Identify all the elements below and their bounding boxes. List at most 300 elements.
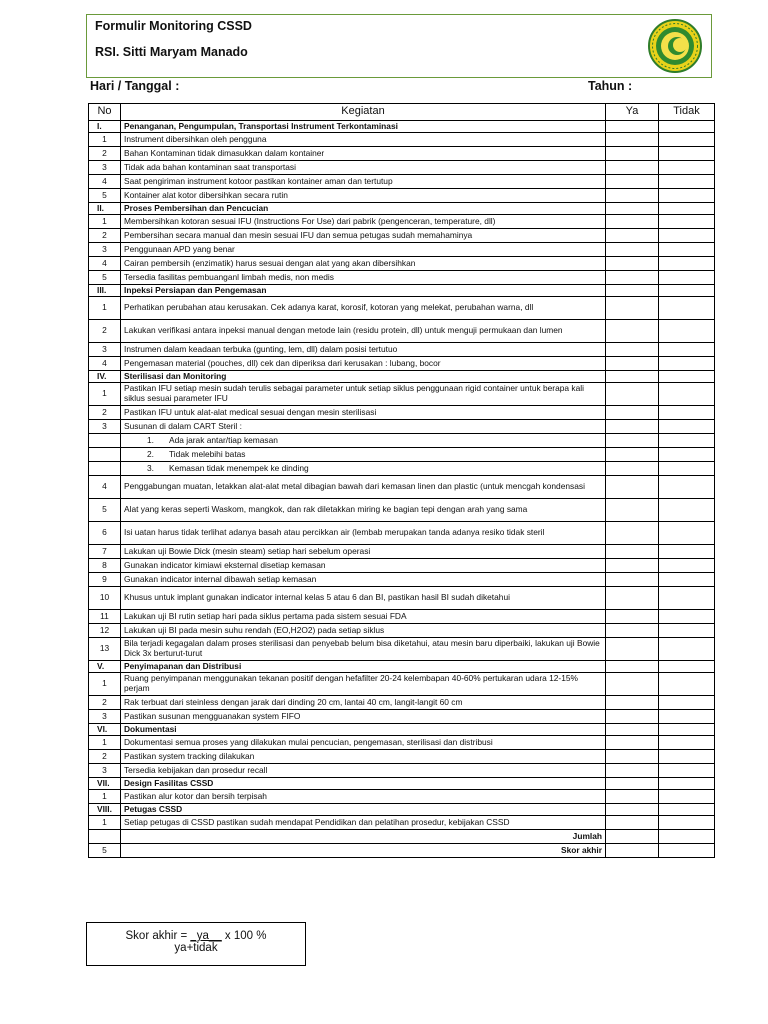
table-row <box>89 750 715 764</box>
item-number: 8 <box>89 559 121 573</box>
section-row <box>89 724 715 736</box>
jumlah-row <box>89 830 715 844</box>
table-row <box>89 573 715 587</box>
item-text: Pastikan system tracking dilakukan <box>124 750 255 761</box>
item-kegiatan <box>121 545 606 559</box>
item-kegiatan <box>121 147 606 161</box>
tidak-checkbox-cell[interactable] <box>659 587 715 610</box>
item-number: 1 <box>89 790 121 804</box>
header-no: No <box>89 104 121 121</box>
table-row <box>89 420 715 434</box>
score-numerator: _ya__ <box>190 930 222 942</box>
item-kegiatan <box>121 638 606 661</box>
table-row <box>89 559 715 573</box>
table-row <box>89 243 715 257</box>
jumlah-no <box>89 830 121 844</box>
table-row <box>89 343 715 357</box>
table-row <box>89 434 715 448</box>
tidak-checkbox-cell[interactable] <box>659 320 715 343</box>
item-kegiatan <box>121 215 606 229</box>
item-kegiatan <box>121 229 606 243</box>
item-kegiatan <box>121 189 606 203</box>
table-row <box>89 624 715 638</box>
item-kegiatan <box>121 476 606 499</box>
item-kegiatan <box>121 610 606 624</box>
item-text: Rak terbuat dari steinless dengan jarak dari dinding 20 cm, lantai 40 cm, langit-langit 60 cm <box>124 696 463 707</box>
score-formula <box>87 930 305 942</box>
table-row <box>89 383 715 406</box>
item-number: 11 <box>89 610 121 624</box>
item-kegiatan <box>121 420 606 434</box>
tidak-checkbox-cell[interactable] <box>659 764 715 778</box>
ya-checkbox-cell[interactable] <box>606 559 659 573</box>
table-row <box>89 161 715 175</box>
item-kegiatan <box>121 462 606 476</box>
item-kegiatan <box>121 320 606 343</box>
item-kegiatan <box>121 559 606 573</box>
section-number: II. <box>89 203 121 215</box>
table-row <box>89 215 715 229</box>
item-text: Instrument dibersihkan oleh pengguna <box>124 133 267 144</box>
item-number: 2 <box>89 750 121 764</box>
item-number: 2 <box>89 696 121 710</box>
section-tidak-cell <box>659 804 715 816</box>
item-number: 7 <box>89 545 121 559</box>
tidak-checkbox-cell[interactable] <box>659 610 715 624</box>
item-text: Dokumentasi semua proses yang dilakukan mulai pencucian, pengemasan, sterilisasi dan distribusi <box>124 736 493 747</box>
item-text: Alat yang keras seperti Waskom, mangkok, dan rak diletakkan miring ke bagian tepi dengan arah yang sama <box>124 504 528 515</box>
section-number: V. <box>89 661 121 673</box>
item-text: Instrumen dalam keadaan terbuka (gunting, lem, dll) dalam posisi tertutuo <box>124 343 398 354</box>
item-text: Susunan di dalam CART Steril : <box>124 420 242 431</box>
tidak-checkbox-cell[interactable] <box>659 161 715 175</box>
ya-checkbox-cell[interactable] <box>606 624 659 638</box>
section-tidak-cell <box>659 371 715 383</box>
item-text: Pastikan alur kotor dan bersih terpisah <box>124 790 267 801</box>
sub-item-number: 3. <box>147 462 154 473</box>
section-number: VIII. <box>89 804 121 816</box>
ya-checkbox-cell[interactable] <box>606 673 659 696</box>
tidak-checkbox-cell[interactable] <box>659 420 715 434</box>
item-number: 1 <box>89 215 121 229</box>
section-tidak-cell <box>659 203 715 215</box>
table-row <box>89 133 715 147</box>
table-row <box>89 638 715 661</box>
score-prefix: Skor akhir = <box>125 930 191 942</box>
ya-checkbox-cell[interactable] <box>606 189 659 203</box>
item-number <box>89 434 121 448</box>
ya-checkbox-cell[interactable] <box>606 420 659 434</box>
item-number: 9 <box>89 573 121 587</box>
item-text: Setiap petugas di CSSD pastikan sudah mendapat Pendidikan dan pelatihan prosedur, kebijakan CSSD <box>124 816 510 827</box>
item-number: 5 <box>89 271 121 285</box>
item-number: 3 <box>89 343 121 357</box>
tidak-checkbox-cell[interactable] <box>659 434 715 448</box>
table-row <box>89 736 715 750</box>
table-row <box>89 816 715 830</box>
item-number: 3 <box>89 764 121 778</box>
item-text: Gunakan indicator kimiawi eksternal disetiap kemasan <box>124 559 326 570</box>
table-row <box>89 357 715 371</box>
table-row <box>89 257 715 271</box>
table-row <box>89 406 715 420</box>
skor-ya-cell[interactable] <box>606 844 659 858</box>
ya-checkbox-cell[interactable] <box>606 764 659 778</box>
item-kegiatan <box>121 587 606 610</box>
item-text: Bahan Kontaminan tidak dimasukkan dalam kontainer <box>124 147 325 158</box>
tidak-checkbox-cell[interactable] <box>659 624 715 638</box>
item-number <box>89 448 121 462</box>
item-kegiatan <box>121 161 606 175</box>
item-number: 1 <box>89 816 121 830</box>
tidak-checkbox-cell[interactable] <box>659 750 715 764</box>
item-kegiatan <box>121 271 606 285</box>
item-number: 1 <box>89 383 121 406</box>
item-kegiatan <box>121 343 606 357</box>
item-text: Khusus untuk implant gunakan indicator internal kelas 5 atau 6 dan BI, pastikan hasil BI sudah diketahui <box>124 592 510 603</box>
ya-checkbox-cell[interactable] <box>606 175 659 189</box>
item-number: 1 <box>89 736 121 750</box>
tidak-checkbox-cell[interactable] <box>659 638 715 661</box>
table-row <box>89 790 715 804</box>
section-row <box>89 804 715 816</box>
ya-checkbox-cell[interactable] <box>606 448 659 462</box>
header-kegiatan: Kegiatan <box>121 104 606 121</box>
item-text: Lakukan uji Bowie Dick (mesin steam) setiap hari sebelum operasi <box>124 545 371 556</box>
tidak-checkbox-cell[interactable] <box>659 499 715 522</box>
item-number: 10 <box>89 587 121 610</box>
table-row <box>89 545 715 559</box>
ya-checkbox-cell[interactable] <box>606 243 659 257</box>
ya-checkbox-cell[interactable] <box>606 710 659 724</box>
table-row <box>89 673 715 696</box>
header-ya: Ya <box>606 104 659 121</box>
section-number: VI. <box>89 724 121 736</box>
ya-checkbox-cell[interactable] <box>606 320 659 343</box>
section-row <box>89 203 715 215</box>
item-number: 5 <box>89 189 121 203</box>
item-kegiatan <box>121 673 606 696</box>
item-number: 2 <box>89 406 121 420</box>
section-ya-cell <box>606 661 659 673</box>
ya-checkbox-cell[interactable] <box>606 610 659 624</box>
tidak-checkbox-cell[interactable] <box>659 243 715 257</box>
table-row <box>89 147 715 161</box>
item-kegiatan <box>121 383 606 406</box>
item-number: 4 <box>89 476 121 499</box>
item-number: 3 <box>89 243 121 257</box>
item-kegiatan <box>121 406 606 420</box>
item-text: Lakukan verifikasi antara inpeksi manual dengan metode lain (residu protein, dll) untuk menguji permukaan dan lumen <box>124 325 563 336</box>
table-row <box>89 476 715 499</box>
tidak-checkbox-cell[interactable] <box>659 448 715 462</box>
item-text: Membersihkan kotoran sesuai IFU (Instructions For Use) dari pabrik (pengenceran, temperature, dll) <box>124 215 496 226</box>
table-row <box>89 587 715 610</box>
section-row <box>89 661 715 673</box>
item-number: 3 <box>89 420 121 434</box>
item-kegiatan <box>121 710 606 724</box>
tidak-checkbox-cell[interactable] <box>659 297 715 320</box>
tidak-checkbox-cell[interactable] <box>659 229 715 243</box>
ya-checkbox-cell[interactable] <box>606 406 659 420</box>
section-tidak-cell <box>659 661 715 673</box>
sub-item-number: 1. <box>147 434 154 445</box>
item-kegiatan <box>121 257 606 271</box>
section-title: Penyimapanan dan Distribusi <box>121 661 606 673</box>
ya-checkbox-cell[interactable] <box>606 790 659 804</box>
item-kegiatan <box>121 522 606 545</box>
item-number: 3 <box>89 161 121 175</box>
ya-checkbox-cell[interactable] <box>606 638 659 661</box>
ya-checkbox-cell[interactable] <box>606 383 659 406</box>
tidak-checkbox-cell[interactable] <box>659 545 715 559</box>
ya-checkbox-cell[interactable] <box>606 271 659 285</box>
section-ya-cell <box>606 778 659 790</box>
item-text: Kemasan tidak menempek ke dinding <box>169 462 309 473</box>
item-text: Pastikan susunan mengguanakan system FIFO <box>124 710 301 721</box>
ya-checkbox-cell[interactable] <box>606 257 659 271</box>
table-row <box>89 189 715 203</box>
section-title: Design Fasilitas CSSD <box>121 778 606 790</box>
ya-checkbox-cell[interactable] <box>606 147 659 161</box>
jumlah-tidak-cell[interactable] <box>659 830 715 844</box>
table-row <box>89 696 715 710</box>
item-text: Ada jarak antar/tiap kemasan <box>169 434 278 445</box>
tidak-checkbox-cell[interactable] <box>659 257 715 271</box>
tidak-checkbox-cell[interactable] <box>659 175 715 189</box>
table-header-row <box>89 104 715 121</box>
section-number: IV. <box>89 371 121 383</box>
item-kegiatan <box>121 133 606 147</box>
score-suffix: x 100 % <box>221 930 267 942</box>
item-number <box>89 462 121 476</box>
tidak-checkbox-cell[interactable] <box>659 573 715 587</box>
section-title: Penanganan, Pengumpulan, Transportasi Instrument Terkontaminasi <box>121 121 606 133</box>
item-kegiatan <box>121 434 606 448</box>
section-row <box>89 778 715 790</box>
section-ya-cell <box>606 371 659 383</box>
ya-checkbox-cell[interactable] <box>606 462 659 476</box>
ya-checkbox-cell[interactable] <box>606 816 659 830</box>
ya-checkbox-cell[interactable] <box>606 297 659 320</box>
section-number: III. <box>89 285 121 297</box>
header-tidak: Tidak <box>659 104 715 121</box>
ya-checkbox-cell[interactable] <box>606 750 659 764</box>
tidak-checkbox-cell[interactable] <box>659 816 715 830</box>
table-row <box>89 764 715 778</box>
ya-checkbox-cell[interactable] <box>606 573 659 587</box>
section-title: Proses Pembersihan dan Pencucian <box>121 203 606 215</box>
item-text: Cairan pembersih (enzimatik) harus sesuai dengan alat yang akan dibersihkan <box>124 257 416 268</box>
table-row <box>89 710 715 724</box>
item-text: Penggunaan APD yang benar <box>124 243 235 254</box>
section-row <box>89 371 715 383</box>
section-row <box>89 121 715 133</box>
tidak-checkbox-cell[interactable] <box>659 383 715 406</box>
item-kegiatan <box>121 297 606 320</box>
tidak-checkbox-cell[interactable] <box>659 343 715 357</box>
skor-label: Skor akhir <box>121 844 606 858</box>
item-kegiatan <box>121 499 606 522</box>
date-label: Hari / Tanggal : <box>90 79 180 93</box>
table-row <box>89 610 715 624</box>
item-number: 1 <box>89 133 121 147</box>
item-number: 1 <box>89 673 121 696</box>
section-title: Inpeksi Persiapan dan Pengemasan <box>121 285 606 297</box>
skor-tidak-cell[interactable] <box>659 844 715 858</box>
ya-checkbox-cell[interactable] <box>606 229 659 243</box>
jumlah-ya-cell[interactable] <box>606 830 659 844</box>
item-text: Penggabungan muatan, letakkan alat-alat metal dibagian bawah dari kemasan linen dan plastic (untuk mencgah kondensasi <box>124 481 585 492</box>
tidak-checkbox-cell[interactable] <box>659 696 715 710</box>
item-number: 6 <box>89 522 121 545</box>
ya-checkbox-cell[interactable] <box>606 476 659 499</box>
section-ya-cell <box>606 285 659 297</box>
section-title: Sterilisasi dan Monitoring <box>121 371 606 383</box>
sub-item-number: 2. <box>147 448 154 459</box>
item-number: 4 <box>89 175 121 189</box>
skor-row <box>89 844 715 858</box>
tidak-checkbox-cell[interactable] <box>659 147 715 161</box>
item-text: Pastikan IFU untuk alat-alat medical sesuai dengan mesin sterilisasi <box>124 406 377 417</box>
skor-no: 5 <box>89 844 121 858</box>
item-number: 3 <box>89 710 121 724</box>
table-row <box>89 499 715 522</box>
ya-checkbox-cell[interactable] <box>606 696 659 710</box>
tidak-checkbox-cell[interactable] <box>659 673 715 696</box>
item-number: 4 <box>89 257 121 271</box>
tidak-checkbox-cell[interactable] <box>659 790 715 804</box>
item-number: 12 <box>89 624 121 638</box>
jumlah-label: Jumlah <box>121 830 606 844</box>
ya-checkbox-cell[interactable] <box>606 522 659 545</box>
item-number: 1 <box>89 297 121 320</box>
item-text: Perhatikan perubahan atau kerusakan. Cek adanya karat, korosif, kotoran yang melekat, perubahan warna, dll <box>124 302 534 313</box>
hospital-name: RSI. Sitti Maryam Manado <box>95 45 248 59</box>
section-ya-cell <box>606 121 659 133</box>
section-tidak-cell <box>659 121 715 133</box>
item-kegiatan <box>121 816 606 830</box>
table-row <box>89 320 715 343</box>
tidak-checkbox-cell[interactable] <box>659 215 715 229</box>
item-kegiatan <box>121 573 606 587</box>
tidak-checkbox-cell[interactable] <box>659 522 715 545</box>
ya-checkbox-cell[interactable] <box>606 587 659 610</box>
item-kegiatan <box>121 357 606 371</box>
section-number: I. <box>89 121 121 133</box>
item-text: Pembersihan secara manual dan mesin sesuai IFU dan semua petugas sudah memahaminya <box>124 229 473 240</box>
tidak-checkbox-cell[interactable] <box>659 462 715 476</box>
item-number: 2 <box>89 320 121 343</box>
item-text: Ruang penyimpanan menggunakan tekanan positif dengan hefafilter 20-24 kelembapan 40-60% pertukaran udara 12-15% perjam <box>124 673 578 693</box>
ya-checkbox-cell[interactable] <box>606 545 659 559</box>
header-box <box>86 14 712 78</box>
section-ya-cell <box>606 804 659 816</box>
section-tidak-cell <box>659 285 715 297</box>
section-ya-cell <box>606 724 659 736</box>
item-text: Isi uatan harus tidak terlihat adanya basah atau percikkan air (lembab merupakan tanda adanya resiko tidak steril <box>124 527 545 538</box>
item-text: Tersedia kebijakan dan prosedur recall <box>124 764 268 775</box>
item-kegiatan <box>121 696 606 710</box>
item-kegiatan <box>121 448 606 462</box>
item-text: Bila terjadi kegagalan dalam proses sterilisasi dan penyebab belum bisa diketahui, atau mesin baru diperbaiki, lakukan uji Bowie Dick 3x berturut-turut <box>124 638 600 658</box>
tidak-checkbox-cell[interactable] <box>659 710 715 724</box>
item-number: 2 <box>89 147 121 161</box>
item-text: Tidak ada bahan kontaminan saat transportasi <box>124 161 296 172</box>
ya-checkbox-cell[interactable] <box>606 343 659 357</box>
tidak-checkbox-cell[interactable] <box>659 189 715 203</box>
item-kegiatan <box>121 243 606 257</box>
year-label: Tahun : <box>588 79 633 93</box>
tidak-checkbox-cell[interactable] <box>659 476 715 499</box>
section-tidak-cell <box>659 778 715 790</box>
section-tidak-cell <box>659 724 715 736</box>
section-number: VII. <box>89 778 121 790</box>
item-number: 2 <box>89 229 121 243</box>
section-title: Dokumentasi <box>121 724 606 736</box>
item-number: 13 <box>89 638 121 661</box>
table-body <box>89 121 715 830</box>
item-kegiatan <box>121 624 606 638</box>
item-kegiatan <box>121 175 606 189</box>
section-ya-cell <box>606 203 659 215</box>
item-number: 5 <box>89 499 121 522</box>
item-text: Pengemasan material (pouches, dll) cek dan diperiksa dari kerusakan : lubang, bocor <box>124 357 441 368</box>
item-kegiatan <box>121 736 606 750</box>
item-kegiatan <box>121 750 606 764</box>
item-text: Kontainer alat kotor dibersihkan secara rutin <box>124 189 288 200</box>
score-denominator: ya+tidak <box>174 942 218 954</box>
tidak-checkbox-cell[interactable] <box>659 406 715 420</box>
item-text: Tidak melebihi batas <box>169 448 246 459</box>
section-title: Petugas CSSD <box>121 804 606 816</box>
tidak-checkbox-cell[interactable] <box>659 559 715 573</box>
table-row <box>89 229 715 243</box>
ya-checkbox-cell[interactable] <box>606 133 659 147</box>
section-row <box>89 285 715 297</box>
monitoring-table <box>88 103 715 858</box>
table-row <box>89 462 715 476</box>
item-number: 4 <box>89 357 121 371</box>
item-text: Lakukan uji BI rutin setiap hari pada siklus pertama pada sistem sesuai FDA <box>124 610 407 621</box>
ya-checkbox-cell[interactable] <box>606 434 659 448</box>
table-row <box>89 522 715 545</box>
table-row <box>89 448 715 462</box>
score-formula-box <box>86 922 306 966</box>
ya-checkbox-cell[interactable] <box>606 161 659 175</box>
hospital-logo-icon <box>647 18 703 74</box>
item-kegiatan <box>121 790 606 804</box>
item-text: Saat pengiriman instrument kotoor pastikan kontainer aman dan tertutup <box>124 175 393 186</box>
table-row <box>89 271 715 285</box>
item-text: Gunakan indicator internal dibawah setiap kemasan <box>124 573 317 584</box>
tidak-checkbox-cell[interactable] <box>659 133 715 147</box>
ya-checkbox-cell[interactable] <box>606 736 659 750</box>
item-text: Pastikan IFU setiap mesin sudah terulis sebagai parameter untuk setiap siklus penggunaan rigid container untuk berapa kali siklus sesuai parameter IFU <box>124 383 584 403</box>
table-row <box>89 175 715 189</box>
tidak-checkbox-cell[interactable] <box>659 736 715 750</box>
table-row <box>89 297 715 320</box>
ya-checkbox-cell[interactable] <box>606 499 659 522</box>
form-title: Formulir Monitoring CSSD <box>95 19 252 33</box>
tidak-checkbox-cell[interactable] <box>659 271 715 285</box>
item-text: Tersedia fasilitas pembuanganl limbah medis, non medis <box>124 271 334 282</box>
item-kegiatan <box>121 764 606 778</box>
item-text: Lakukan uji BI pada mesin suhu rendah (EO,H2O2) pada setiap siklus <box>124 624 385 635</box>
tidak-checkbox-cell[interactable] <box>659 357 715 371</box>
ya-checkbox-cell[interactable] <box>606 215 659 229</box>
ya-checkbox-cell[interactable] <box>606 357 659 371</box>
